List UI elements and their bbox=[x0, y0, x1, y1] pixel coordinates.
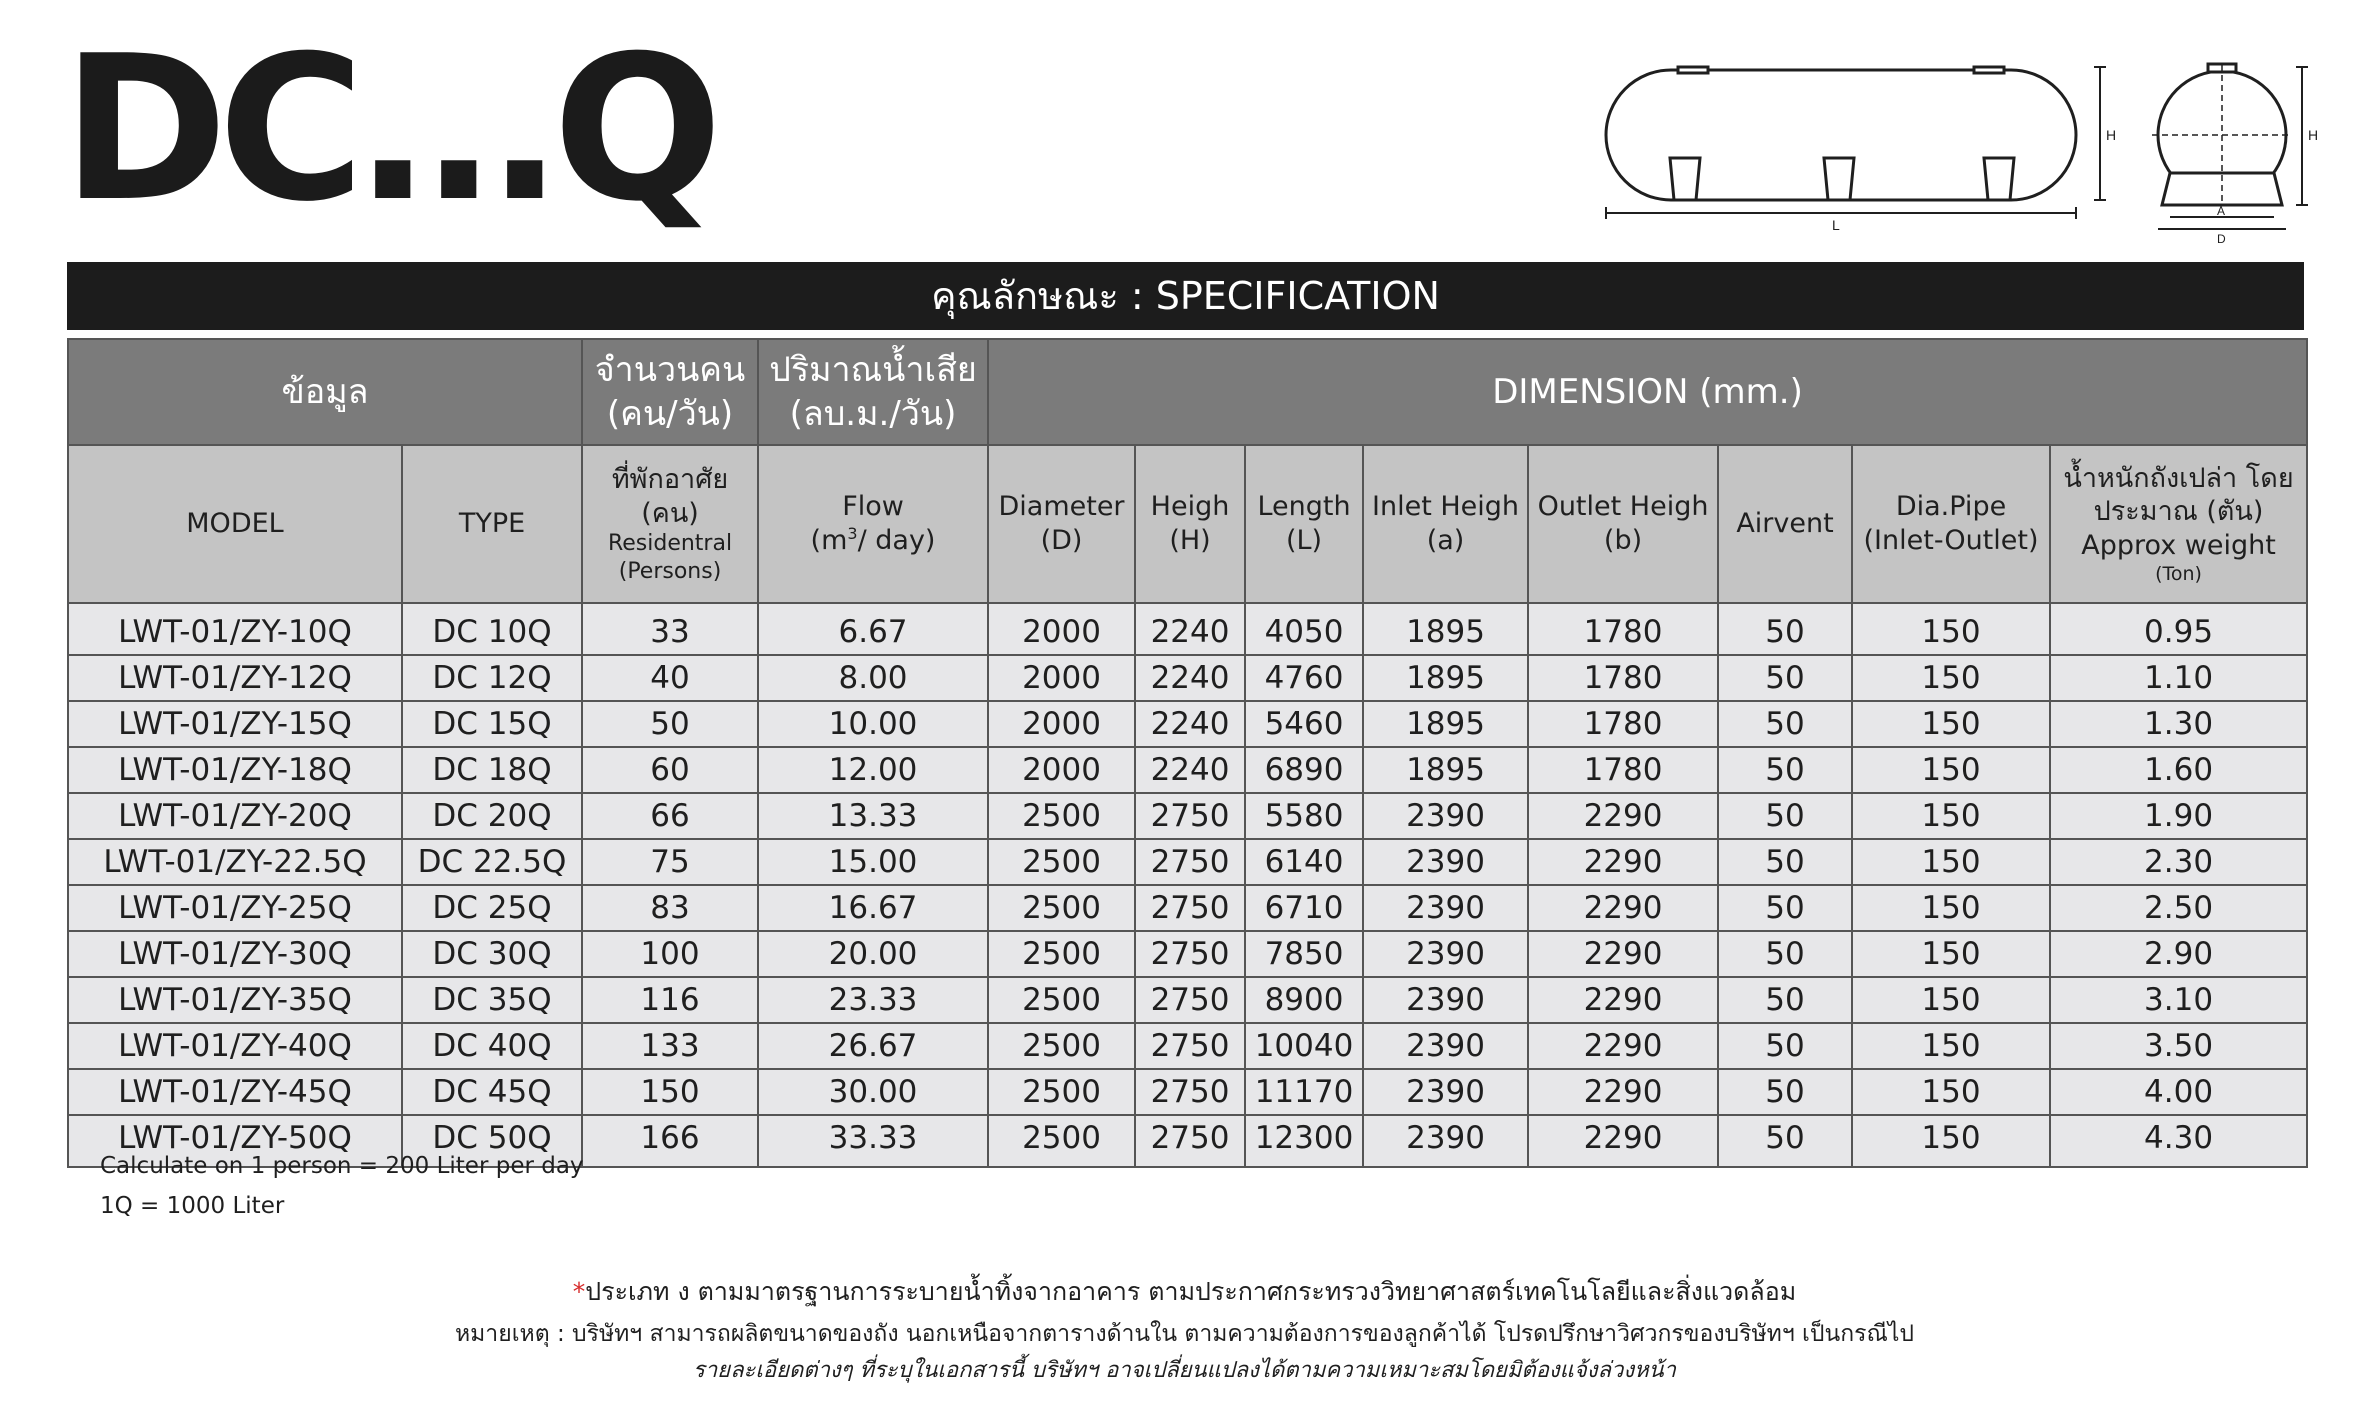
cell-heigh: 2750 bbox=[1135, 885, 1245, 931]
header-diameter: Diameter (D) bbox=[988, 445, 1135, 603]
header-length: Length (L) bbox=[1245, 445, 1363, 603]
cell-airvent: 50 bbox=[1718, 793, 1852, 839]
cell-length: 11170 bbox=[1245, 1069, 1363, 1115]
cell-length: 8900 bbox=[1245, 977, 1363, 1023]
header-airvent: Airvent bbox=[1718, 445, 1852, 603]
cell-model: LWT-01/ZY-22.5Q bbox=[68, 839, 402, 885]
label-d: D bbox=[2217, 232, 2226, 245]
cell-type: DC 12Q bbox=[402, 655, 582, 701]
cell-outlet: 1780 bbox=[1528, 747, 1718, 793]
cell-model: LWT-01/ZY-30Q bbox=[68, 931, 402, 977]
cell-diapipe: 150 bbox=[1852, 885, 2050, 931]
header-info: ข้อมูล bbox=[68, 339, 582, 445]
cell-inlet: 2390 bbox=[1363, 839, 1528, 885]
footer-remark: หมายเหตุ : บริษัทฯ สามารถผลิตขนาดของถัง นอกเหนือจากตารางด้านใน ตามความต้องการของลูกค้าได้ โปรดปรึกษาวิศวกรของบริษัทฯ เป็นกรณีไป bbox=[454, 1321, 1915, 1347]
header-weight-th: น้ำหนักถังเปล่า โดยประมาณ (ตัน) bbox=[2063, 462, 2294, 528]
header-model: MODEL bbox=[68, 445, 402, 603]
table-row bbox=[68, 701, 2307, 747]
specification-title-bar: คุณลักษณะ : SPECIFICATION bbox=[67, 262, 2304, 330]
cell-model: LWT-01/ZY-18Q bbox=[68, 747, 402, 793]
table-row bbox=[68, 603, 2307, 655]
cell-heigh: 2240 bbox=[1135, 747, 1245, 793]
cell-diapipe: 150 bbox=[1852, 793, 2050, 839]
cell-diameter: 2000 bbox=[988, 655, 1135, 701]
header-wastewater: ปริมาณน้ำเสีย (ลบ.ม./วัน) bbox=[758, 339, 988, 445]
tank-diagram bbox=[1600, 55, 2320, 245]
cell-airvent: 50 bbox=[1718, 701, 1852, 747]
cell-diapipe: 150 bbox=[1852, 603, 2050, 655]
cell-model: LWT-01/ZY-40Q bbox=[68, 1023, 402, 1069]
cell-diameter: 2500 bbox=[988, 793, 1135, 839]
cell-persons: 150 bbox=[582, 1069, 758, 1115]
cell-weight: 0.95 bbox=[2050, 603, 2307, 655]
cell-model: LWT-01/ZY-15Q bbox=[68, 701, 402, 747]
cell-heigh: 2750 bbox=[1135, 839, 1245, 885]
cell-model: LWT-01/ZY-25Q bbox=[68, 885, 402, 931]
cell-model: LWT-01/ZY-50Q bbox=[68, 1115, 402, 1167]
cell-type: DC 20Q bbox=[402, 793, 582, 839]
cell-flow: 23.33 bbox=[758, 977, 988, 1023]
cell-airvent: 50 bbox=[1718, 1115, 1852, 1167]
label-l: L bbox=[1832, 217, 1840, 233]
cell-weight: 3.10 bbox=[2050, 977, 2307, 1023]
cell-diameter: 2500 bbox=[988, 1069, 1135, 1115]
cell-outlet: 2290 bbox=[1528, 931, 1718, 977]
cell-heigh: 2750 bbox=[1135, 1023, 1245, 1069]
note-q-unit: 1Q = 1000 Liter bbox=[100, 1193, 285, 1219]
cell-flow: 26.67 bbox=[758, 1023, 988, 1069]
header-residential-th: ที่พักอาศัย (คน) bbox=[611, 463, 729, 529]
cell-persons: 75 bbox=[582, 839, 758, 885]
header-type: TYPE bbox=[402, 445, 582, 603]
cell-diapipe: 150 bbox=[1852, 747, 2050, 793]
cell-weight: 4.30 bbox=[2050, 1115, 2307, 1167]
header-flow-label: Flow bbox=[842, 491, 904, 523]
cell-flow: 16.67 bbox=[758, 885, 988, 931]
cell-flow: 6.67 bbox=[758, 603, 988, 655]
cell-outlet: 2290 bbox=[1528, 885, 1718, 931]
cell-outlet: 1780 bbox=[1528, 701, 1718, 747]
footer-star: * bbox=[572, 1277, 586, 1306]
table-row bbox=[68, 655, 2307, 701]
cell-heigh: 2750 bbox=[1135, 1069, 1245, 1115]
cell-type: DC 10Q bbox=[402, 603, 582, 655]
cell-type: DC 15Q bbox=[402, 701, 582, 747]
cell-inlet: 1895 bbox=[1363, 603, 1528, 655]
cell-airvent: 50 bbox=[1718, 1069, 1852, 1115]
cell-persons: 166 bbox=[582, 1115, 758, 1167]
cell-flow: 15.00 bbox=[758, 839, 988, 885]
cell-persons: 33 bbox=[582, 603, 758, 655]
cell-airvent: 50 bbox=[1718, 603, 1852, 655]
cell-inlet: 2390 bbox=[1363, 931, 1528, 977]
table-row bbox=[68, 747, 2307, 793]
cell-flow: 8.00 bbox=[758, 655, 988, 701]
cell-airvent: 50 bbox=[1718, 885, 1852, 931]
cell-weight: 4.00 bbox=[2050, 1069, 2307, 1115]
header-weight bbox=[2050, 445, 2307, 603]
cell-weight: 1.30 bbox=[2050, 701, 2307, 747]
table-row bbox=[68, 1023, 2307, 1069]
cell-inlet: 1895 bbox=[1363, 747, 1528, 793]
cell-weight: 2.90 bbox=[2050, 931, 2307, 977]
cell-length: 6140 bbox=[1245, 839, 1363, 885]
header-dimension: DIMENSION (mm.) bbox=[988, 339, 2307, 445]
cell-length: 4760 bbox=[1245, 655, 1363, 701]
table-row bbox=[68, 1069, 2307, 1115]
cell-outlet: 2290 bbox=[1528, 1115, 1718, 1167]
cell-persons: 100 bbox=[582, 931, 758, 977]
cell-diapipe: 150 bbox=[1852, 655, 2050, 701]
cell-heigh: 2750 bbox=[1135, 931, 1245, 977]
cell-length: 12300 bbox=[1245, 1115, 1363, 1167]
cell-type: DC 25Q bbox=[402, 885, 582, 931]
cell-flow: 10.00 bbox=[758, 701, 988, 747]
cell-diameter: 2500 bbox=[988, 885, 1135, 931]
cell-airvent: 50 bbox=[1718, 747, 1852, 793]
cell-diameter: 2500 bbox=[988, 931, 1135, 977]
cell-airvent: 50 bbox=[1718, 655, 1852, 701]
header-diapipe: Dia.Pipe (Inlet-Outlet) bbox=[1852, 445, 2050, 603]
cell-diameter: 2500 bbox=[988, 839, 1135, 885]
header-flow bbox=[758, 445, 988, 603]
specification-table bbox=[67, 338, 2308, 1168]
cell-persons: 116 bbox=[582, 977, 758, 1023]
cell-diapipe: 150 bbox=[1852, 1115, 2050, 1167]
cell-length: 6890 bbox=[1245, 747, 1363, 793]
header-residential-en: Residentral (Persons) bbox=[607, 531, 733, 584]
cell-diapipe: 150 bbox=[1852, 977, 2050, 1023]
cell-diameter: 2000 bbox=[988, 603, 1135, 655]
table-row bbox=[68, 839, 2307, 885]
cell-weight: 3.50 bbox=[2050, 1023, 2307, 1069]
cell-diameter: 2500 bbox=[988, 1023, 1135, 1069]
cell-persons: 60 bbox=[582, 747, 758, 793]
footer-disclaimer: รายละเอียดต่างๆ ที่ระบุในเอกสารนี้ บริษัทฯ อาจเปลี่ยนแปลงได้ตามความเหมาะสมโดยมิต้องแจ้งล่วงหน้า bbox=[693, 1358, 1676, 1383]
cell-persons: 50 bbox=[582, 701, 758, 747]
cell-heigh: 2240 bbox=[1135, 603, 1245, 655]
header-outlet: Outlet Heigh (b) bbox=[1528, 445, 1718, 603]
cell-weight: 1.90 bbox=[2050, 793, 2307, 839]
cell-length: 5460 bbox=[1245, 701, 1363, 747]
cell-model: LWT-01/ZY-10Q bbox=[68, 603, 402, 655]
cell-weight: 2.50 bbox=[2050, 885, 2307, 931]
cell-persons: 133 bbox=[582, 1023, 758, 1069]
cell-outlet: 2290 bbox=[1528, 1023, 1718, 1069]
cell-diameter: 2000 bbox=[988, 747, 1135, 793]
header-persons: จำนวนคน (คน/วัน) bbox=[582, 339, 758, 445]
cell-inlet: 2390 bbox=[1363, 1023, 1528, 1069]
cell-type: DC 40Q bbox=[402, 1023, 582, 1069]
cell-heigh: 2750 bbox=[1135, 793, 1245, 839]
cell-length: 6710 bbox=[1245, 885, 1363, 931]
cell-outlet: 1780 bbox=[1528, 655, 1718, 701]
tank-side-view bbox=[1606, 67, 2076, 200]
cell-inlet: 1895 bbox=[1363, 655, 1528, 701]
cell-diameter: 2000 bbox=[988, 701, 1135, 747]
cell-type: DC 45Q bbox=[402, 1069, 582, 1115]
cell-flow: 20.00 bbox=[758, 931, 988, 977]
cell-airvent: 50 bbox=[1718, 839, 1852, 885]
cell-model: LWT-01/ZY-20Q bbox=[68, 793, 402, 839]
cell-flow: 12.00 bbox=[758, 747, 988, 793]
table-row bbox=[68, 931, 2307, 977]
cell-diapipe: 150 bbox=[1852, 839, 2050, 885]
label-h-side: H bbox=[2106, 127, 2117, 143]
label-h-end: H bbox=[2308, 127, 2319, 143]
footer-standard-text: ประเภท ง ตามมาตรฐานการระบายน้ำทิ้งจากอาคาร ตามประกาศกระทรวงวิทยาศาสตร์เทคโนโลยีและสิ่งแวดล้อม bbox=[585, 1277, 1797, 1306]
cell-length: 5580 bbox=[1245, 793, 1363, 839]
cell-outlet: 2290 bbox=[1528, 793, 1718, 839]
label-a: A bbox=[2217, 204, 2226, 218]
cell-type: DC 35Q bbox=[402, 977, 582, 1023]
cell-persons: 40 bbox=[582, 655, 758, 701]
cell-airvent: 50 bbox=[1718, 1023, 1852, 1069]
cell-type: DC 18Q bbox=[402, 747, 582, 793]
cell-model: LWT-01/ZY-35Q bbox=[68, 977, 402, 1023]
cell-diapipe: 150 bbox=[1852, 701, 2050, 747]
specification-table-body bbox=[68, 603, 2307, 1167]
cell-model: LWT-01/ZY-45Q bbox=[68, 1069, 402, 1115]
cell-persons: 83 bbox=[582, 885, 758, 931]
header-residential bbox=[582, 445, 758, 603]
header-weight-en: Approx weight bbox=[2081, 530, 2276, 561]
cell-weight: 2.30 bbox=[2050, 839, 2307, 885]
cell-weight: 1.60 bbox=[2050, 747, 2307, 793]
table-row bbox=[68, 793, 2307, 839]
cell-inlet: 2390 bbox=[1363, 793, 1528, 839]
cell-type: DC 50Q bbox=[402, 1115, 582, 1167]
product-logo: DC...Q bbox=[62, 13, 713, 246]
cell-diapipe: 150 bbox=[1852, 931, 2050, 977]
cell-outlet: 1780 bbox=[1528, 603, 1718, 655]
cell-inlet: 1895 bbox=[1363, 701, 1528, 747]
header-row-columns bbox=[68, 445, 2307, 603]
cell-length: 10040 bbox=[1245, 1023, 1363, 1069]
cell-model: LWT-01/ZY-12Q bbox=[68, 655, 402, 701]
cell-diapipe: 150 bbox=[1852, 1023, 2050, 1069]
cell-diameter: 2500 bbox=[988, 1115, 1135, 1167]
cell-length: 7850 bbox=[1245, 931, 1363, 977]
cell-outlet: 2290 bbox=[1528, 977, 1718, 1023]
cell-heigh: 2750 bbox=[1135, 1115, 1245, 1167]
footer-standard bbox=[0, 1272, 2369, 1312]
table-row bbox=[68, 885, 2307, 931]
header-row-group bbox=[68, 339, 2307, 445]
cell-flow: 33.33 bbox=[758, 1115, 988, 1167]
cell-inlet: 2390 bbox=[1363, 977, 1528, 1023]
cell-type: DC 30Q bbox=[402, 931, 582, 977]
cell-outlet: 2290 bbox=[1528, 839, 1718, 885]
cell-length: 4050 bbox=[1245, 603, 1363, 655]
cell-inlet: 2390 bbox=[1363, 885, 1528, 931]
header-flow-unit: ($m^3/$ day) bbox=[810, 524, 936, 556]
header-weight-unit: (Ton) bbox=[2155, 562, 2202, 585]
cell-heigh: 2750 bbox=[1135, 977, 1245, 1023]
cell-flow: 13.33 bbox=[758, 793, 988, 839]
cell-diameter: 2500 bbox=[988, 977, 1135, 1023]
cell-heigh: 2240 bbox=[1135, 701, 1245, 747]
note-calculation: Calculate on 1 person = 200 Liter per day bbox=[100, 1153, 584, 1179]
cell-inlet: 2390 bbox=[1363, 1069, 1528, 1115]
cell-airvent: 50 bbox=[1718, 977, 1852, 1023]
header-heigh: Heigh (H) bbox=[1135, 445, 1245, 603]
cell-type: DC 22.5Q bbox=[402, 839, 582, 885]
cell-persons: 66 bbox=[582, 793, 758, 839]
table-row bbox=[68, 977, 2307, 1023]
cell-airvent: 50 bbox=[1718, 931, 1852, 977]
header-inlet: Inlet Heigh (a) bbox=[1363, 445, 1528, 603]
cell-weight: 1.10 bbox=[2050, 655, 2307, 701]
cell-inlet: 2390 bbox=[1363, 1115, 1528, 1167]
cell-outlet: 2290 bbox=[1528, 1069, 1718, 1115]
cell-flow: 30.00 bbox=[758, 1069, 988, 1115]
cell-diapipe: 150 bbox=[1852, 1069, 2050, 1115]
cell-heigh: 2240 bbox=[1135, 655, 1245, 701]
